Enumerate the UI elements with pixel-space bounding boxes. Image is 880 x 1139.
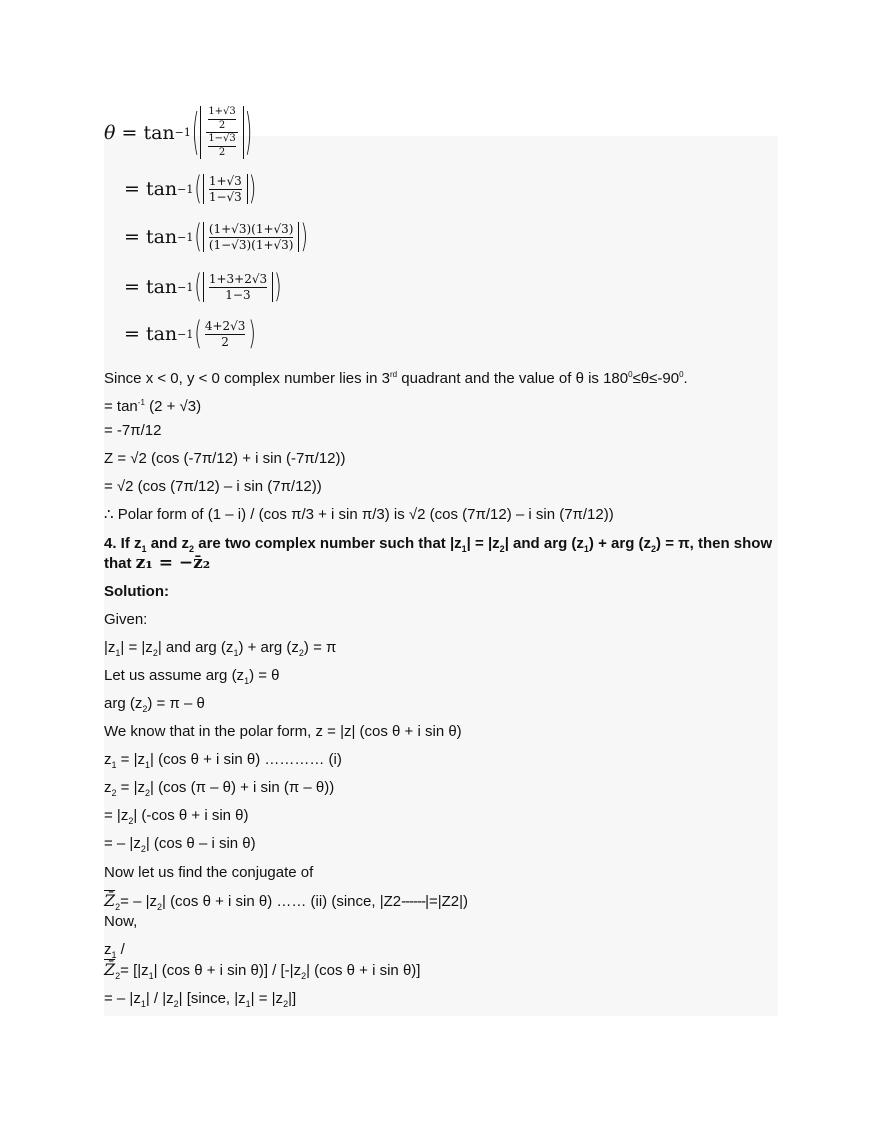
fraction: $\frac{1+√3}{1-√3}$ bbox=[208, 174, 242, 204]
z1-polar: $z_1 = |z_1|$ (cos θ + i sin θ) ………… (i) bbox=[104, 751, 342, 770]
conjugate-formula: z₁ = −z̄₂ bbox=[135, 553, 211, 573]
question-4-cont: that z₁ = −z̄₂ bbox=[104, 553, 211, 573]
z-polar-simplified: = √2 (cos (7π/12) – i sin (7π/12)) bbox=[104, 478, 322, 495]
equals-sign: = bbox=[121, 121, 138, 144]
polar-form-statement: We know that in the polar form, z = |z| (cos θ + i sin θ) bbox=[104, 723, 462, 740]
derivation-row-3: = tan −1 ( $\frac{(1+√3)(1+√3)}{(1-√3)(1+√3)}$ ) bbox=[124, 218, 308, 256]
inverse-exponent: −1 bbox=[174, 126, 191, 139]
content-background bbox=[104, 136, 778, 1016]
arg-z2: arg $(z_2) = \pi - \theta$ bbox=[104, 695, 205, 714]
z2-polar: $z_2 = |z_2|$ (cos (π – θ) + i sin (π – θ)) bbox=[104, 779, 335, 798]
derivation-row-4: = tan −1 ( $\frac{1+3+2√3}{1-3}$ ) bbox=[124, 268, 282, 306]
z2-step-2: = – $|z_2|$ (cos θ – i sin θ) bbox=[104, 835, 256, 854]
conjugate-line: $Z̄_2= - |z_2|$ (cos θ + i sin θ) …… (ii) (since, |Z2------|=|Z2|) bbox=[104, 891, 469, 912]
compound-fraction: $\frac{\frac{1+√3}{2}}{\frac{1-√3}{2}}$ bbox=[208, 106, 236, 158]
division-line: $Z̄_2= [|z_1|$ (cos θ + i $\sin \theta)] / [-|z_2|$ (cos θ + i sin θ)] bbox=[104, 960, 421, 981]
theta-symbol: θ bbox=[104, 121, 116, 144]
fraction: $\frac{(1+√3)(1+√3)}{(1-√3)(1+√3)}$ bbox=[208, 222, 294, 252]
question-4: 4. If $z_1$ and $z_2$ are two complex number such that $|z_1| = |z_2|$ and arg $(z_1)$ + arg $(z_2) = \pi$, then show bbox=[104, 535, 773, 554]
angle-value: = -7π/12 bbox=[104, 422, 162, 439]
absolute-value bbox=[200, 106, 243, 159]
quadrant-statement: Since x < 0, y < 0 complex number lies in 3rd quadrant and the value of θ is $180^0\le\theta\le-90^0$. bbox=[104, 370, 688, 387]
division-intro: $z_1$ / bbox=[104, 941, 125, 960]
polar-form-conclusion: ∴ Polar form of (1 – i) / (cos π/3 + i sin π/3) is √2 (cos (7π/12) – i sin (7π/12)) bbox=[104, 506, 614, 523]
z-polar-line: Z = √2 (cos (-7π/12) + i sin (-7π/12)) bbox=[104, 450, 346, 467]
z2-step-1: = $|z_2|$ (-cos θ + i sin θ) bbox=[104, 807, 249, 826]
derivation-row-5: = tan −1 ( $\frac{4+2√3}{2}$ ) bbox=[124, 315, 256, 353]
ratio-line: = – $|z_1| / |z_2|$ [since, $|z_1| = |z_2|$] bbox=[104, 990, 297, 1009]
given-condition: $|z_1| = |z_2|$ and arg $(z_1)$ + arg $(z_2) = \pi$ bbox=[104, 639, 337, 658]
assumption: Let us assume arg $(z_1) = \theta$ bbox=[104, 667, 280, 686]
tan-function: tan bbox=[143, 121, 175, 144]
fraction: $\frac{1+3+2√3}{1-3}$ bbox=[208, 272, 268, 302]
derivation-row-2: = tan −1 ( $\frac{1+√3}{1-√3}$ ) bbox=[124, 170, 257, 208]
fraction: $\frac{4+2√3}{2}$ bbox=[204, 319, 246, 349]
right-paren: ) bbox=[244, 103, 253, 162]
tan-inverse-line: = $\tan^{-1} (2 + √3)$ bbox=[104, 398, 202, 415]
conjugate-intro: Now let us find the conjugate of bbox=[104, 864, 314, 881]
derivation-row-1 bbox=[104, 103, 253, 162]
given-label: Given: bbox=[104, 611, 148, 628]
solution-heading: Solution: bbox=[104, 583, 169, 600]
left-paren: ( bbox=[191, 103, 200, 162]
now-label: Now, bbox=[104, 913, 138, 930]
